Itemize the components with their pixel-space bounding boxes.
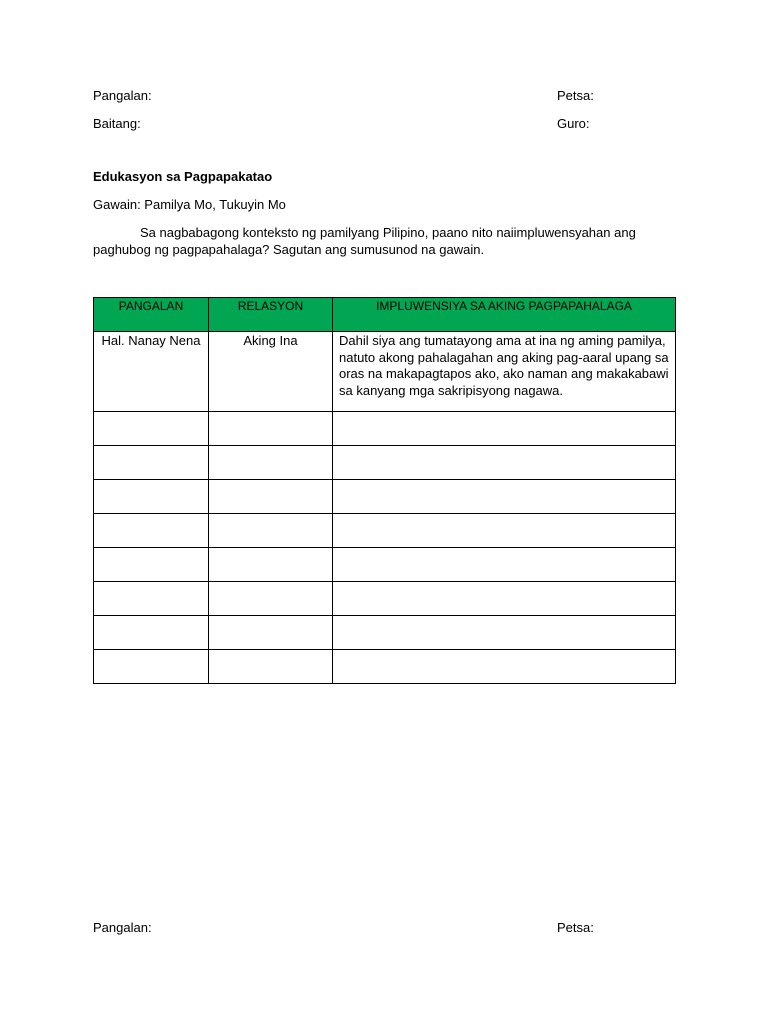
- cell-name[interactable]: [94, 548, 209, 582]
- table-row: [94, 548, 676, 582]
- influence-table: [93, 297, 676, 684]
- date-label: Petsa:: [557, 88, 594, 103]
- table-row: [94, 650, 676, 684]
- cell-relation[interactable]: [209, 616, 333, 650]
- cell-name[interactable]: [94, 616, 209, 650]
- instructions-paragraph: Sa nagbabagong konteksto ng pamilyang Pilipino, paano nito naiimpluwensyahan ang paghubog ng pagpapahalaga? Sagutan ang sumusunod na gawain.: [93, 225, 636, 257]
- table-row: [94, 616, 676, 650]
- cell-relation[interactable]: [209, 582, 333, 616]
- footer-date-label: Petsa:: [557, 920, 594, 935]
- cell-relation[interactable]: [209, 650, 333, 684]
- cell-name[interactable]: [94, 412, 209, 446]
- table-header-row: [94, 298, 676, 332]
- cell-name[interactable]: [94, 582, 209, 616]
- table-row: [94, 480, 676, 514]
- activity-title: Gawain: Pamilya Mo, Tukuyin Mo: [93, 197, 286, 212]
- table-row: [94, 412, 676, 446]
- cell-influence[interactable]: [333, 514, 676, 548]
- cell-influence[interactable]: [333, 548, 676, 582]
- cell-relation: Aking Ina: [209, 332, 333, 412]
- cell-relation[interactable]: [209, 412, 333, 446]
- column-header-name: PANGALAN: [94, 298, 209, 332]
- table-row: [94, 446, 676, 480]
- teacher-label: Guro:: [557, 116, 590, 131]
- cell-name[interactable]: [94, 446, 209, 480]
- cell-influence[interactable]: [333, 616, 676, 650]
- cell-influence[interactable]: [333, 582, 676, 616]
- cell-name[interactable]: [94, 650, 209, 684]
- column-header-influence: IMPLUWENSIYA SA AKING PAGPAPAHALAGA: [333, 298, 676, 332]
- cell-relation[interactable]: [209, 514, 333, 548]
- cell-influence[interactable]: [333, 650, 676, 684]
- name-label: Pangalan:: [93, 88, 152, 103]
- footer-name-label: Pangalan:: [93, 920, 152, 935]
- cell-name: Hal. Nanay Nena: [94, 332, 209, 412]
- column-header-relation: RELASYON: [209, 298, 333, 332]
- grade-label: Baitang:: [93, 116, 141, 131]
- subject-title: Edukasyon sa Pagpapakatao: [93, 169, 273, 184]
- cell-influence: Dahil siya ang tumatayong ama at ina ng aming pamilya, natuto akong pahalagahan ang aking pag-aaral upang sa oras na makapagtapos ako, ako naman ang makakabawi sa kanyang mga sakripisyong nagawa.: [333, 332, 676, 412]
- cell-relation[interactable]: [209, 548, 333, 582]
- cell-influence[interactable]: [333, 412, 676, 446]
- cell-relation[interactable]: [209, 446, 333, 480]
- table-row-example: [94, 332, 676, 412]
- cell-relation[interactable]: [209, 480, 333, 514]
- table-row: [94, 582, 676, 616]
- cell-name[interactable]: [94, 514, 209, 548]
- cell-influence[interactable]: [333, 480, 676, 514]
- cell-influence[interactable]: [333, 446, 676, 480]
- cell-name[interactable]: [94, 480, 209, 514]
- table-row: [94, 514, 676, 548]
